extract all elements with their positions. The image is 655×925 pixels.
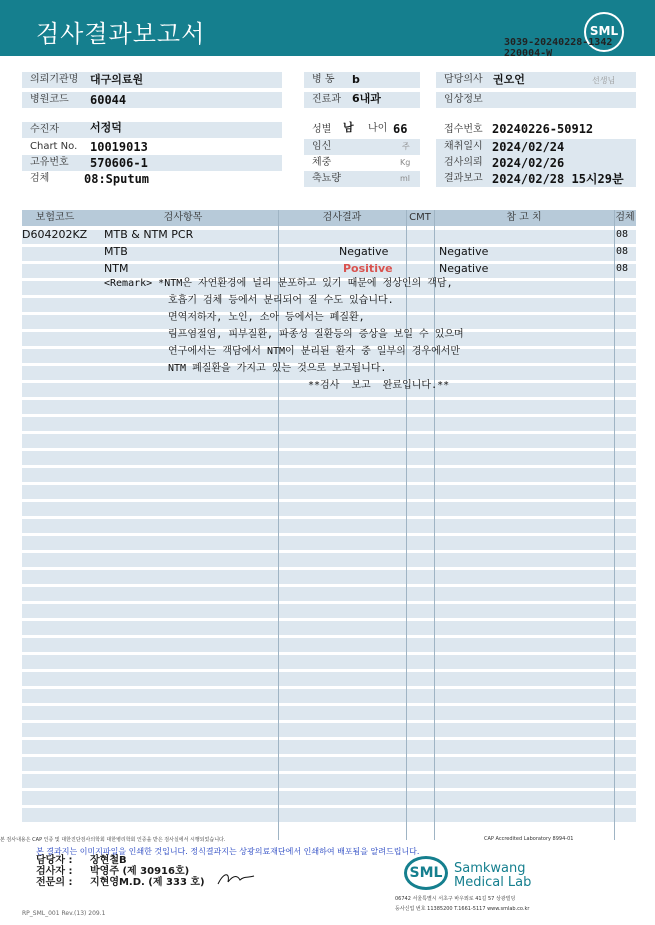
grid-stripe xyxy=(22,434,636,448)
divider-result-cmt xyxy=(406,210,407,840)
sex-label: 성별 xyxy=(304,122,420,138)
report-number xyxy=(504,37,612,59)
header-specimen: 검체 xyxy=(615,212,635,223)
dept-value: 6내과 xyxy=(352,92,381,105)
report-number-line2: 220004-W xyxy=(504,48,553,59)
grid-stripe xyxy=(22,553,636,567)
grid-stripe xyxy=(22,519,636,533)
lab-logo-text: SML xyxy=(409,865,443,881)
ward-label: 병 동 xyxy=(304,72,420,88)
age-value: 66 xyxy=(393,122,408,136)
report-value: 2024/02/28 15시29분 xyxy=(492,172,624,186)
print-notice: 본 결과지는 이미지파일을 인쇄한 것입니다. 정식결과지는 상광의료재단에서 인쇄하여 배포됨을 알려드립니다. xyxy=(36,847,420,856)
cap-accreditation: CAP Accredited Laboratory 8994-01 xyxy=(484,836,574,842)
grid-stripe xyxy=(22,689,636,703)
hospital-code-label: 병원코드 xyxy=(22,92,282,108)
report-number-line1: 3039-20240228-1342 xyxy=(504,37,613,48)
remark-line-1: <Remark> *NTM은 자연환경에 널리 분포하고 있기 때문에 정상인의 객담, xyxy=(104,278,453,289)
reporter-label: 담당자 : xyxy=(36,855,73,866)
hospital-code-value: 60044 xyxy=(90,93,127,107)
chart-no-value: 10019013 xyxy=(90,140,148,154)
specimen-label: 검체 xyxy=(22,171,282,187)
divider-ref-specimen xyxy=(614,210,615,840)
collect-label: 채취일시 xyxy=(436,139,636,155)
sex-value: 남 xyxy=(343,121,354,134)
specialist-label: 전문의 : xyxy=(36,877,73,888)
grid-stripe xyxy=(22,655,636,669)
row2-item: MTB xyxy=(104,245,128,258)
signature-icon xyxy=(216,868,256,888)
receipt-value: 20240226-50912 xyxy=(492,122,594,136)
request-label: 검사의뢰 xyxy=(436,155,636,171)
pregnancy-label: 임신 xyxy=(304,139,420,155)
institution-label: 의뢰기관명 xyxy=(22,72,282,88)
patient-value: 서정덕 xyxy=(90,121,122,134)
tester-label: 검사자 : xyxy=(36,866,73,877)
urine-label: 축뇨량 xyxy=(304,171,420,187)
grid-stripe xyxy=(22,587,636,601)
tester-value: 박영주 (제 30916호) xyxy=(90,866,190,877)
grid-stripe xyxy=(22,740,636,754)
page-title: 검사결과보고서 xyxy=(36,20,206,48)
remark-line-6: NTM 폐질환을 가지고 있는 것으로 보고됩니다. xyxy=(168,363,387,374)
grid-stripe xyxy=(22,451,636,465)
header-result: 검사결과 xyxy=(322,212,362,223)
header-reference: 참 고 치 xyxy=(506,212,542,223)
grid-stripe xyxy=(22,791,636,805)
reporter-value: 장현철B xyxy=(90,855,127,866)
doctor-value: 권오언 xyxy=(493,73,525,86)
lab-name-line2: Medical Lab xyxy=(454,875,532,890)
row2-result: Negative xyxy=(339,245,389,258)
specialist-value: 지현영M.D. (제 333 호) xyxy=(90,877,205,888)
header-insurance-code: 보험코드 xyxy=(35,212,75,223)
row3-item: NTM xyxy=(104,262,129,275)
header-test-item: 검사항목 xyxy=(163,212,203,223)
grid-stripe xyxy=(22,774,636,788)
remark-line-4: 림프염절염, 피부질환, 파종성 질환등의 증상을 보일 수 있으며 xyxy=(168,329,464,340)
row3-specimen: 08 xyxy=(616,263,629,274)
receipt-label: 접수번호 xyxy=(436,122,636,138)
row2-specimen: 08 xyxy=(616,246,629,257)
grid-stripe xyxy=(22,638,636,652)
grid-stripe xyxy=(22,400,636,414)
grid-stripe xyxy=(22,502,636,516)
remark-line-3: 면역저하자, 노인, 소아 등에서는 폐질환, xyxy=(168,312,365,323)
urine-unit: ml xyxy=(400,174,411,183)
institution-value: 대구의료원 xyxy=(90,73,144,86)
row1-code: D604202KZ xyxy=(22,228,88,241)
doctor-suffix: 선생님 xyxy=(592,76,616,85)
unique-no-label: 고유번호 xyxy=(22,155,282,171)
grid-stripe xyxy=(22,417,636,431)
certification-note: 본 검사내용은 CAP 인증 및 대한진단검사의학회 대한병리학회 인증을 받은 검사실에서 시행되었습니다. xyxy=(0,837,226,843)
report-label: 결과보고 xyxy=(436,171,636,187)
grid-stripe xyxy=(22,536,636,550)
clinical-info-label: 임상정보 xyxy=(436,92,636,108)
row2-reference: Negative xyxy=(439,245,489,258)
collect-value: 2024/02/24 xyxy=(492,140,565,154)
grid-stripe xyxy=(22,706,636,720)
sml-lab-logo-icon xyxy=(404,856,448,890)
dept-label: 진료과 xyxy=(304,92,420,108)
chart-no-label: Chart No. xyxy=(22,139,282,155)
patient-label: 수진자 xyxy=(22,122,282,138)
doctor-label: 담당의사 xyxy=(436,72,636,88)
lab-address: 06742 서울특별시 서초구 바우뫼로 41길 57 상광빌딩 xyxy=(395,896,516,902)
grid-stripe xyxy=(22,570,636,584)
weight-unit: Kg xyxy=(400,158,411,167)
unique-no-value: 570606-1 xyxy=(90,156,148,170)
pregnancy-unit: 주 xyxy=(402,142,410,151)
lab-contact: 등사신업 번호 11385200 T.1661-5117 www.smlab.co.kr xyxy=(395,906,530,912)
header-cmt: CMT xyxy=(409,212,431,223)
weight-label: 체중 xyxy=(304,155,420,171)
grid-stripe xyxy=(22,723,636,737)
age-label: 나이 xyxy=(368,123,388,134)
report-end-text: **검사 보고 완료입니다.** xyxy=(308,380,450,391)
divider-cmt-ref xyxy=(434,210,435,840)
row1-item: MTB & NTM PCR xyxy=(104,228,194,241)
grid-stripe xyxy=(22,621,636,635)
grid-stripe xyxy=(22,604,636,618)
ward-value: b xyxy=(352,73,360,86)
lab-name-line1: Samkwang xyxy=(454,861,526,876)
request-value: 2024/02/26 xyxy=(492,156,565,170)
remark-line-5: 연구에서는 객담에서 NTM이 분리된 환자 중 일부의 경우에서만 xyxy=(168,346,461,357)
remark-line-2: 호흡기 검체 등에서 분리되어 질 수도 있습니다. xyxy=(168,295,394,306)
grid-stripe xyxy=(22,485,636,499)
grid-stripe xyxy=(22,468,636,482)
sml-logo-text: SML xyxy=(589,24,619,38)
row3-reference: Negative xyxy=(439,262,489,275)
lab-name xyxy=(454,862,531,890)
grid-stripe xyxy=(22,672,636,686)
form-code: RP_SML_001 Rev.(13) 209.1 xyxy=(22,910,106,917)
row1-specimen: 08 xyxy=(616,229,629,240)
row3-result: Positive xyxy=(343,262,393,275)
specimen-value: 08:Sputum xyxy=(84,172,150,186)
grid-stripe xyxy=(22,757,636,771)
grid-stripe xyxy=(22,808,636,822)
